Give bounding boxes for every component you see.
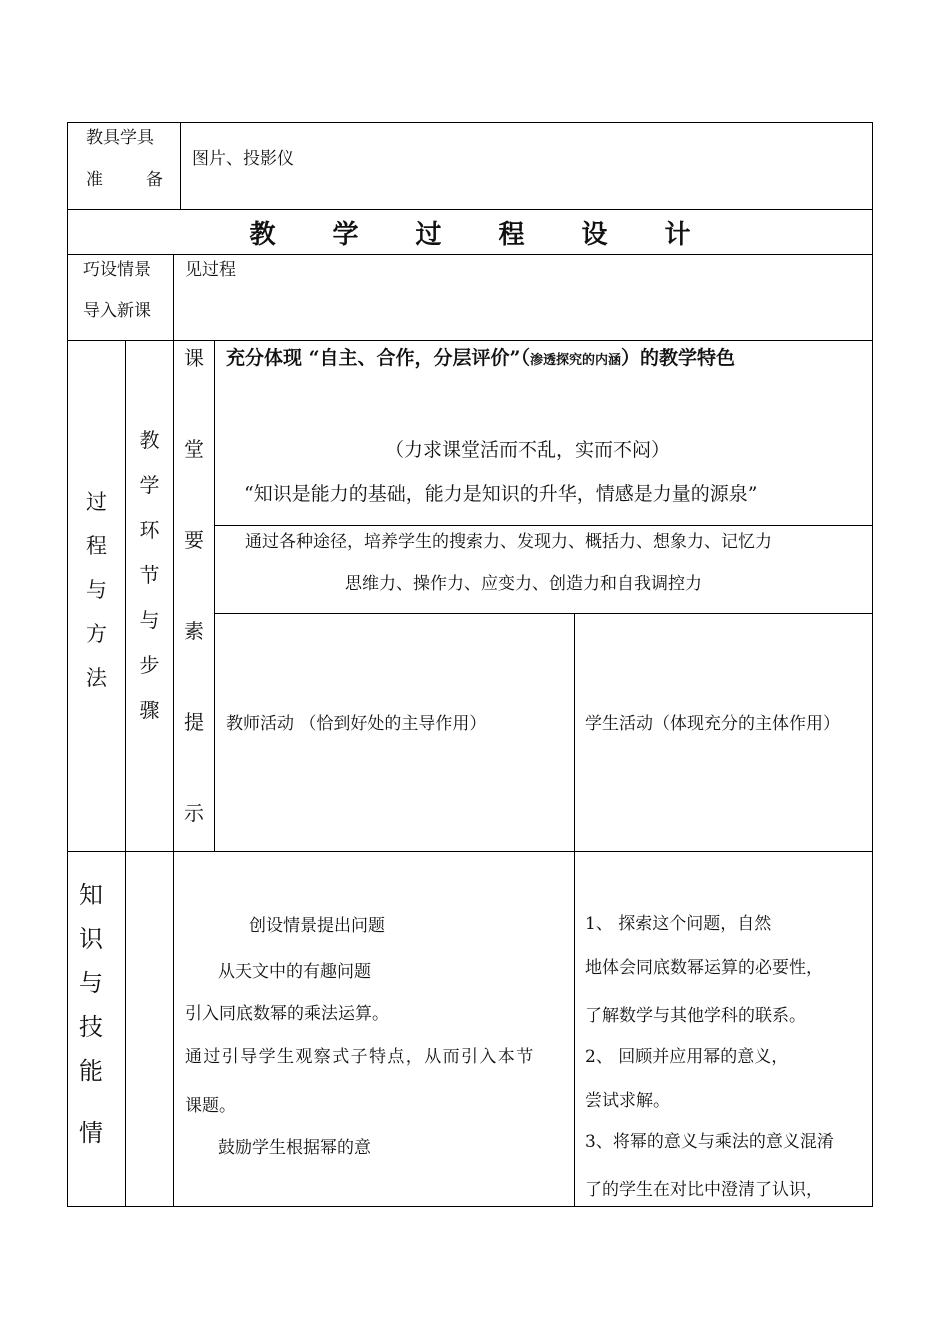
process-method-label: 过 程 与 方 法 [86,490,107,690]
section-title [68,210,872,254]
teacher-content-line: 创设情景提出问题 [249,916,385,936]
abilities-line1: 通过各种途径，培养学生的搜索力、发现力、概括力、想象力、记忆力 [245,532,772,552]
column-divider [180,122,181,210]
table-border-top [67,122,873,123]
column-divider [173,254,174,341]
column-divider [214,340,215,852]
section-title-char: 设 [581,219,608,250]
teacher-activity-header: 教师活动 （恰到好处的主导作用） [226,714,487,734]
equipment-label-line1: 教具学具 [86,128,154,148]
section-title-char: 计 [664,219,691,250]
feature-statement: 充分体现 “自主、合作，分层评价”（渗透探究的内涵）的教学特色 [226,347,736,369]
row-divider [67,254,873,255]
row-divider [67,851,873,852]
equipment-label-line2a: 准 [86,170,103,190]
teacher-content-line: 引入同底数幂的乘法运算。 [185,1004,389,1024]
equipment-value: 图片、投影仪 [192,149,294,169]
intro-label-line2: 导入新课 [83,301,151,321]
student-content-line: 地体会同底数幂运算的必要性， [585,958,823,978]
classroom-elements-label: 课 堂 要 素 提 示 [184,346,204,825]
student-content-line: 1、 探索这个问题，自然 [585,914,772,934]
motto: （力求课堂活而不乱，实而不闷） [385,439,671,461]
section-title-char: 教 [249,219,276,250]
section-title-char: 程 [498,219,525,250]
teacher-content-line: 课题。 [185,1096,236,1116]
student-activity-header: 学生活动（体现充分的主体作用） [585,714,840,734]
teacher-content-line: 从天文中的有趣问题 [218,962,371,982]
abilities-line2: 思维力、操作力、应变力、创造力和自我调控力 [345,574,702,594]
table-border-right [872,122,873,1207]
teaching-steps-label: 教 学 环 节 与 步 骤 [139,428,160,722]
student-content-line: 了解数学与其他学科的联系。 [585,1006,806,1026]
student-content-line: 2、 回顾并应用幂的意义， [585,1047,789,1067]
section-title-char: 学 [332,219,359,250]
student-content-line: 尝试求解。 [585,1091,670,1111]
section-title-char: 过 [415,219,442,250]
quote: “知识是能力的基础，能力是知识的升华，情感是力量的源泉” [244,483,758,505]
feature-small-note: 渗透探究的内涵 [529,353,621,368]
student-content-line: 3、将幂的意义与乘法的意义混淆 [585,1132,834,1152]
column-divider [574,613,575,1207]
knowledge-skills-label: 知 识 与 技 能 情 [79,881,103,1147]
row-divider [214,613,873,614]
teacher-content-line: 鼓励学生根据幂的意 [218,1138,371,1158]
student-content-line: 了的学生在对比中澄清了认识， [585,1180,823,1200]
table-border-bottom [67,1206,873,1207]
equipment-label-line2b: 备 [146,170,163,190]
intro-label-line1: 巧设情景 [83,260,151,280]
intro-value: 见过程 [185,260,236,280]
teacher-content-line: 通过引导学生观察式子特点，从而引入本节 [185,1047,535,1067]
row-divider [67,340,873,341]
row-divider [214,525,873,526]
